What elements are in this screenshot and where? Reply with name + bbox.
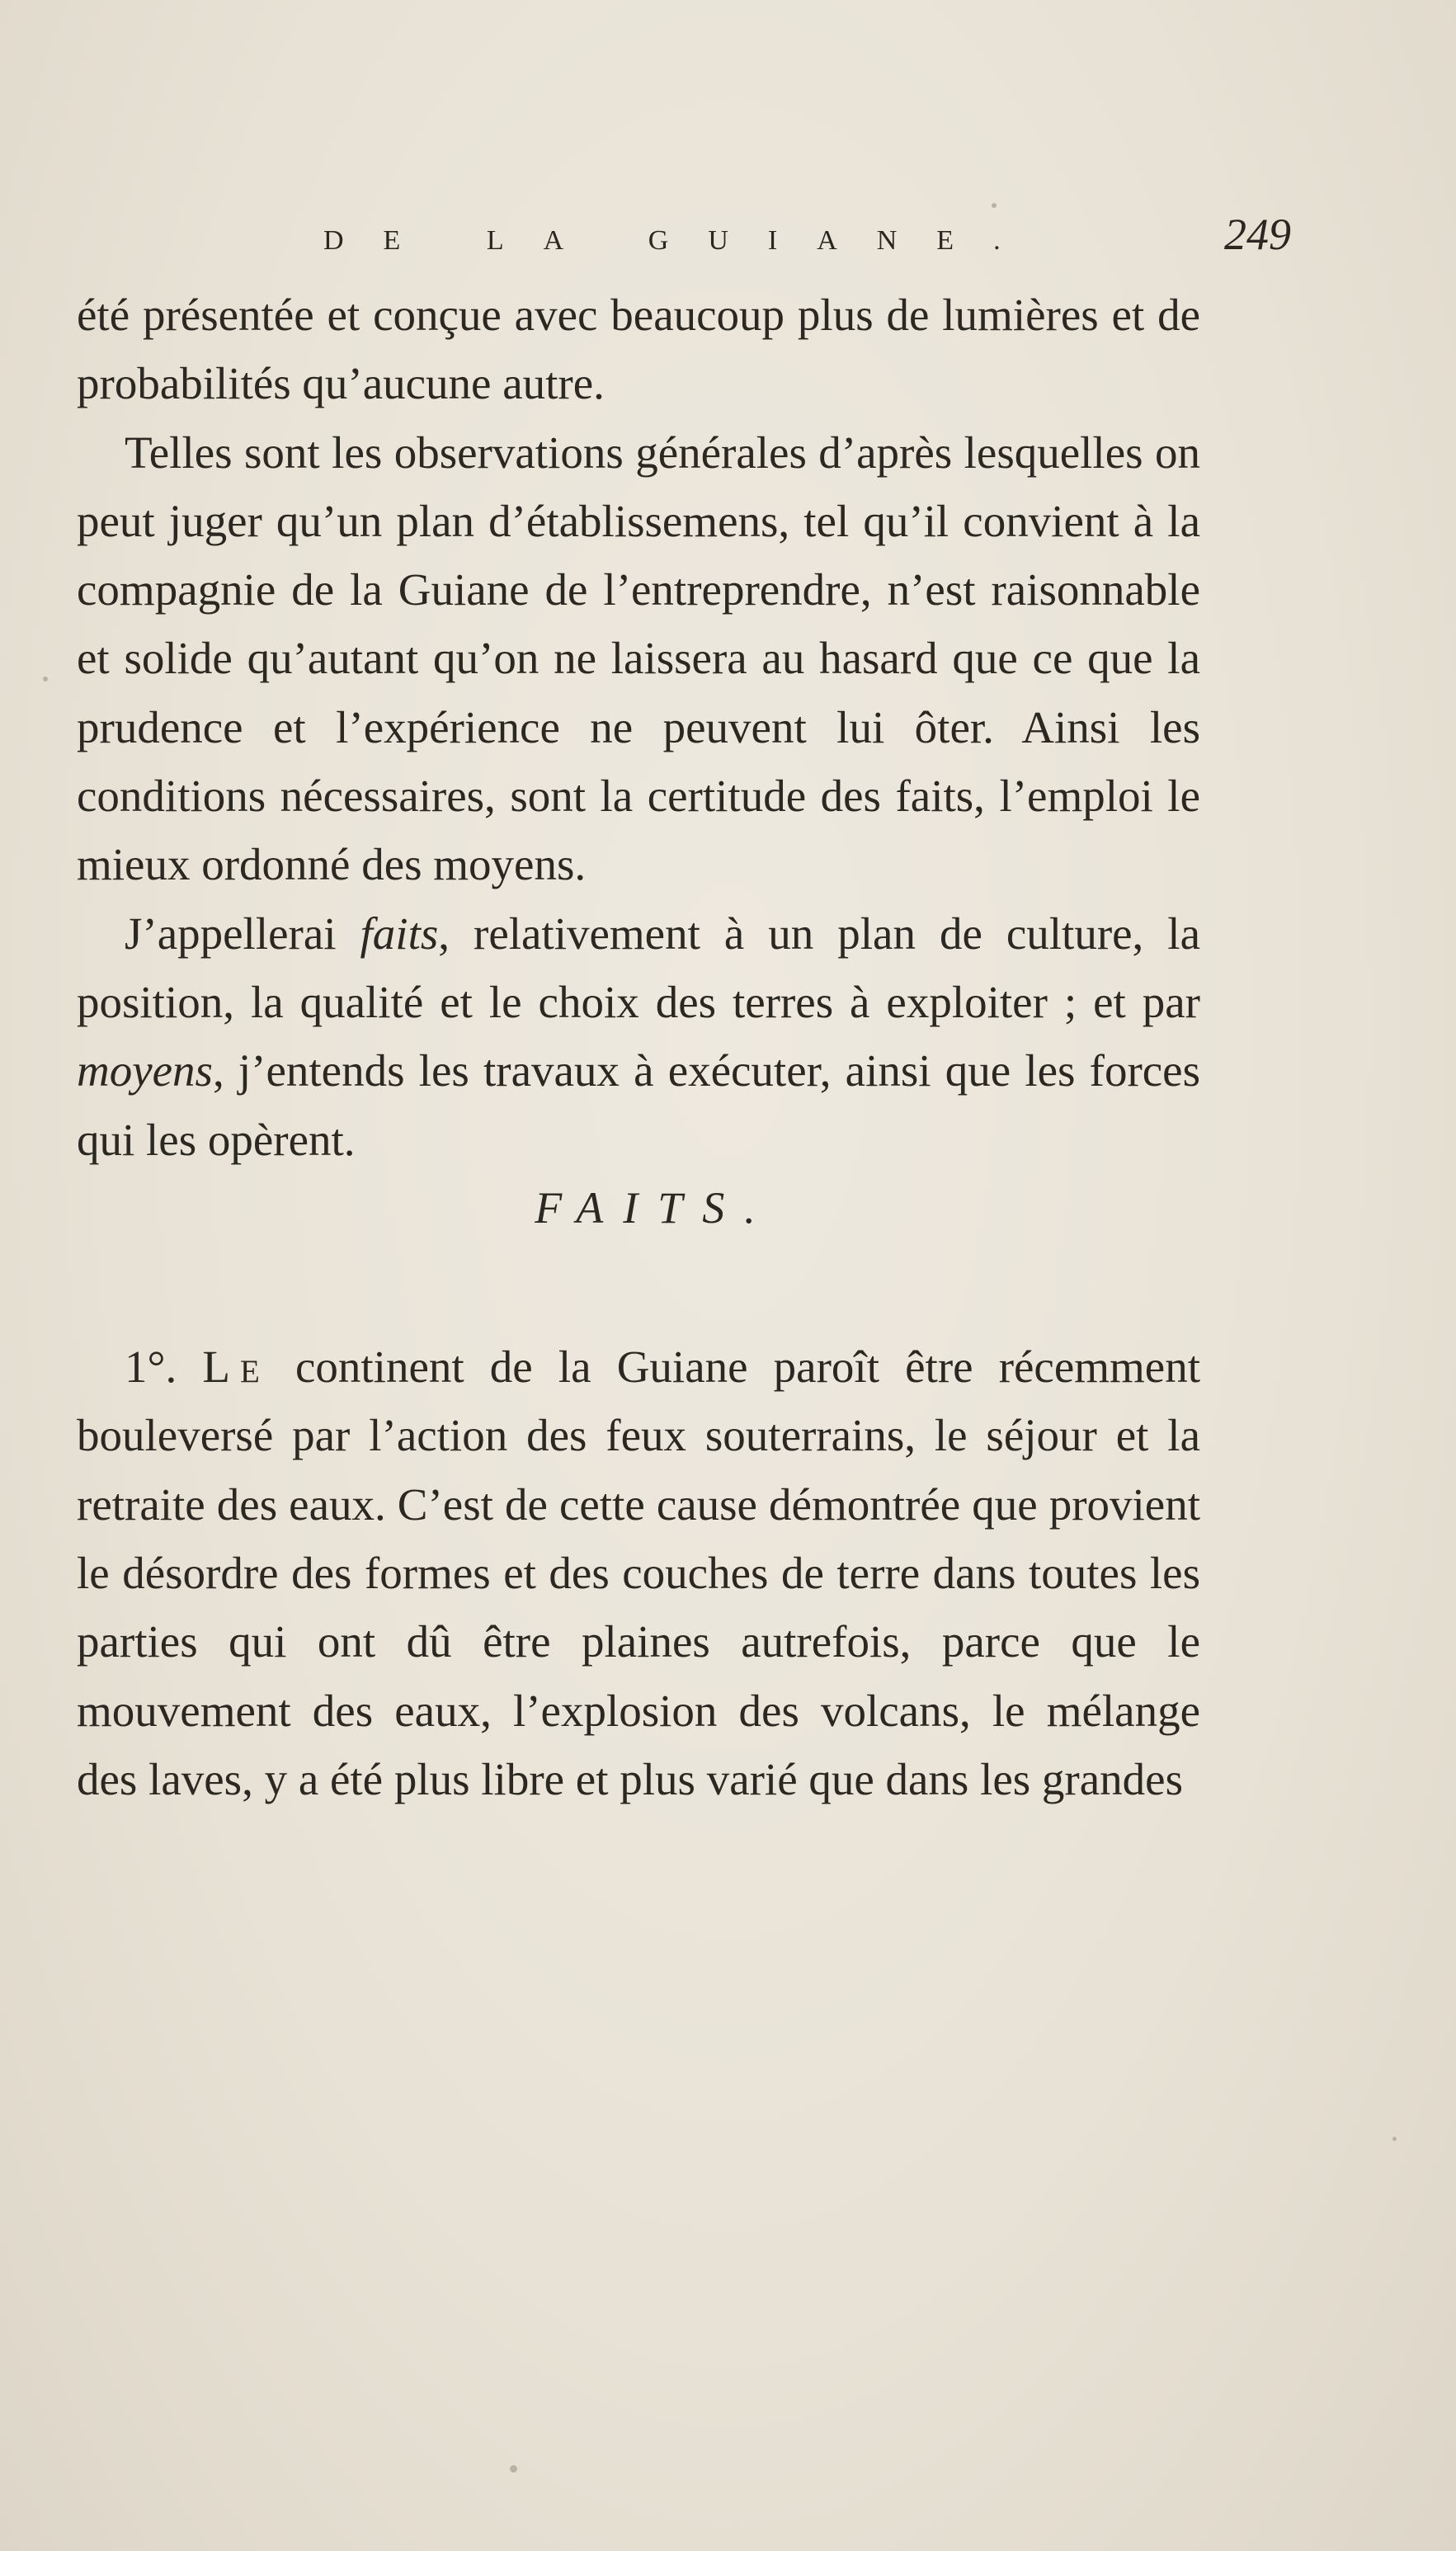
term-faits: faits — [360, 908, 439, 959]
paper-speck — [43, 677, 48, 681]
paragraph-4-number: 1°. — [125, 1342, 203, 1393]
paper-speck — [992, 203, 997, 208]
body-text — [77, 281, 1200, 1813]
section-title: FAITS. — [535, 1182, 775, 1233]
paragraph-2: Telles sont les observations générales d’après lesquelles on peut juger qu’un plan d’établissemens, tel qu’il convient à la compagnie de la Guiane de l’entreprendre, n’est raisonnable et solide qu’autant qu’on ne laissera au hasard que ce que la prudence et l’expérience ne peuvent lui ôter. Ainsi les conditions nécessaires, sont la certitude des faits, l’emploi le mieux ordonné des moyens. — [77, 427, 1200, 890]
paragraph-3-text-a: J’appellerai — [125, 908, 360, 959]
paragraph-4 — [77, 1332, 1200, 1813]
paragraph-3-text-b: , relativement à un plan de culture, la position, la qualité et le choix des terres à exploiter ; et par — [77, 908, 1200, 1027]
running-head: DE LA GUIANE. — [323, 225, 1040, 256]
paragraph-1: été présentée et conçue avec beaucoup plus de lumières et de probabilités qu’aucune autre. — [77, 290, 1200, 409]
term-moyens: moyens — [77, 1045, 213, 1096]
paragraph-4-text: continent de la Guiane paroît être récemment bouleversé par l’action des feux souterrains, le séjour et la retraite des eaux. C’est de cette cause démontrée que provient le désordre des formes et des couches de terre dans toutes les parties qui ont dû être plaines autrefois, parce que le mouvement des eaux, l’explosion des volcans, le mélange des laves, y a été plus libre et plus varié que dans les grandes — [77, 1342, 1200, 1804]
paper-speck — [510, 2465, 517, 2473]
paper-speck — [1392, 2137, 1397, 2141]
page-number: 249 — [1224, 210, 1291, 259]
paragraph-4-initial-word: Le — [202, 1342, 270, 1393]
paragraph-3-text-c: , j’entends les travaux à exécuter, ainsi que les forces qui les opèrent. — [77, 1045, 1200, 1165]
paragraph-3 — [77, 899, 1200, 1174]
page-header — [74, 210, 1291, 266]
